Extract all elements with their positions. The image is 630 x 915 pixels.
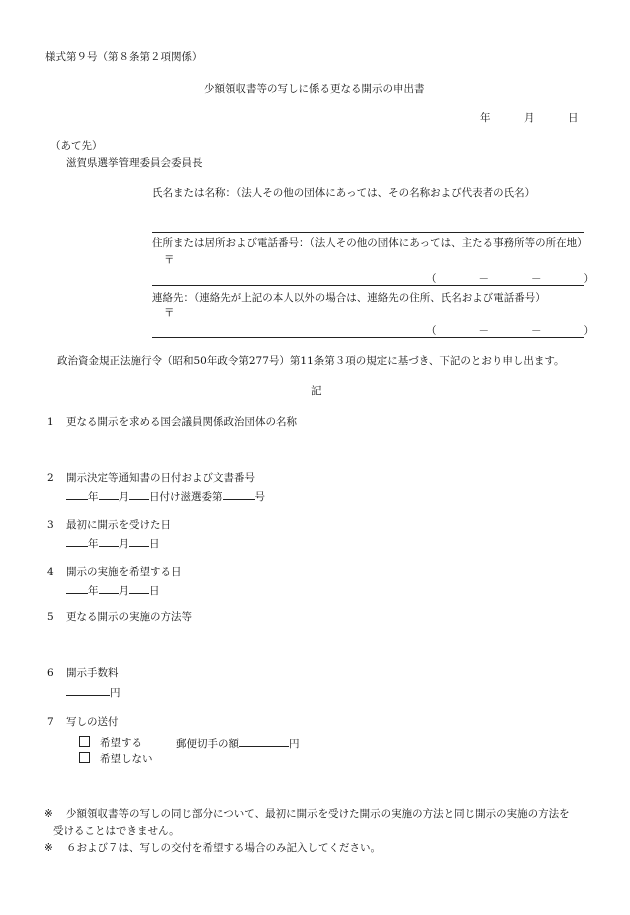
item-2-month: 月	[118, 491, 129, 503]
item-3-year: 年	[88, 538, 99, 550]
item-3-month: 月	[118, 538, 129, 550]
item-4-fields	[66, 583, 160, 597]
ki-heading: 記	[311, 385, 322, 397]
note-2-mark: ※	[44, 842, 53, 854]
item-3-month-blank[interactable]	[99, 536, 119, 547]
name-line[interactable]	[152, 232, 584, 233]
item-3-number: 3	[47, 519, 54, 531]
item-2-text: 開示決定等通知書の日付および文書番号	[66, 472, 255, 484]
checkbox-yes[interactable]	[79, 736, 90, 747]
item-3-day-blank[interactable]	[129, 536, 149, 547]
item-4-month: 月	[118, 585, 129, 597]
address-phone-paren: （ － － ）	[426, 273, 594, 285]
item-3-text: 最初に開示を受けた日	[66, 519, 171, 531]
page-title: 少額領収書等の写しに係る更なる開示の申出書	[204, 83, 425, 95]
option-yes-label: 希望する	[100, 737, 142, 749]
addressee-label: （あて先）	[50, 140, 103, 152]
address-label: 住所または居所および電話番号：（法人その他の団体にあっては、主たる事務所等の所在地）	[152, 237, 588, 249]
item-5-number: 5	[47, 611, 54, 623]
contact-postal-mark: 〒	[164, 307, 175, 319]
date-day: 日	[568, 112, 579, 124]
date-year: 年	[480, 112, 491, 124]
option-no-label: 希望しない	[100, 753, 153, 765]
contact-label: 連絡先：（連絡先が上記の本人以外の場合は、連絡先の住所、氏名および電話番号）	[152, 292, 546, 304]
option-no	[79, 752, 153, 765]
option-yes	[79, 736, 142, 749]
item-2-day-blank[interactable]	[129, 489, 149, 500]
note-1-line-2: 受けることはできません。	[53, 825, 180, 837]
item-2-go: 号	[254, 491, 265, 503]
fee-blank[interactable]	[66, 685, 110, 696]
item-6-text: 開示手数料	[66, 667, 119, 679]
item-3-year-blank[interactable]	[66, 536, 88, 547]
item-2-month-blank[interactable]	[99, 489, 119, 500]
contact-line[interactable]	[152, 337, 584, 338]
item-2-number: 2	[47, 472, 54, 484]
item-2-suffix: 日付け滋選委第	[149, 491, 223, 503]
item-3-fields	[66, 536, 160, 550]
item-2-year: 年	[88, 491, 99, 503]
stamp-amount	[176, 736, 300, 750]
item-7-text: 写しの送付	[66, 716, 119, 728]
item-5-text: 更なる開示の実施の方法等	[66, 611, 192, 623]
item-4-text: 開示の実施を希望する日	[66, 566, 182, 578]
item-2-number-blank[interactable]	[223, 489, 255, 500]
address-line[interactable]	[152, 285, 584, 286]
item-2-year-blank[interactable]	[66, 489, 88, 500]
item-6-number: 6	[47, 667, 54, 679]
stamp-blank[interactable]	[239, 736, 289, 747]
item-7-number: 7	[47, 716, 54, 728]
form-number: 様式第９号（第８条第２項関係）	[45, 51, 203, 63]
item-4-day-blank[interactable]	[129, 583, 149, 594]
fee-yen: 円	[110, 687, 121, 699]
stamp-label: 郵便切手の額	[176, 738, 239, 750]
name-label: 氏名または名称：（法人その他の団体にあっては、その名称および代表者の氏名）	[152, 187, 536, 199]
item-1-text: 更なる開示を求める国会議員関係政治団体の名称	[66, 416, 297, 428]
checkbox-no[interactable]	[79, 752, 90, 763]
date-month: 月	[524, 112, 535, 124]
item-1-number: 1	[47, 416, 54, 428]
postal-mark: 〒	[164, 254, 175, 266]
statement: 政治資金規正法施行令（昭和50年政令第277号）第11条第３項の規定に基づき、下記のとおり申し出ます。	[57, 355, 565, 367]
item-4-day: 日	[149, 585, 160, 597]
item-4-month-blank[interactable]	[99, 583, 119, 594]
item-4-year-blank[interactable]	[66, 583, 88, 594]
item-4-year: 年	[88, 585, 99, 597]
addressee: 滋賀県選挙管理委員会委員長	[66, 157, 203, 169]
note-1-mark: ※	[44, 808, 53, 820]
item-6-fields	[66, 685, 121, 699]
stamp-yen: 円	[289, 738, 300, 750]
contact-phone-paren: （ － － ）	[426, 325, 594, 337]
item-4-number: 4	[47, 566, 54, 578]
item-2-fields	[66, 489, 265, 503]
note-2-text: ６および７は、写しの交付を希望する場合のみ記入してください。	[66, 842, 381, 854]
note-1-line-1: 少額領収書等の写しの同じ部分について、最初に開示を受けた開示の実施の方法と同じ開示の実施の方法を	[66, 808, 570, 820]
item-3-day: 日	[149, 538, 160, 550]
